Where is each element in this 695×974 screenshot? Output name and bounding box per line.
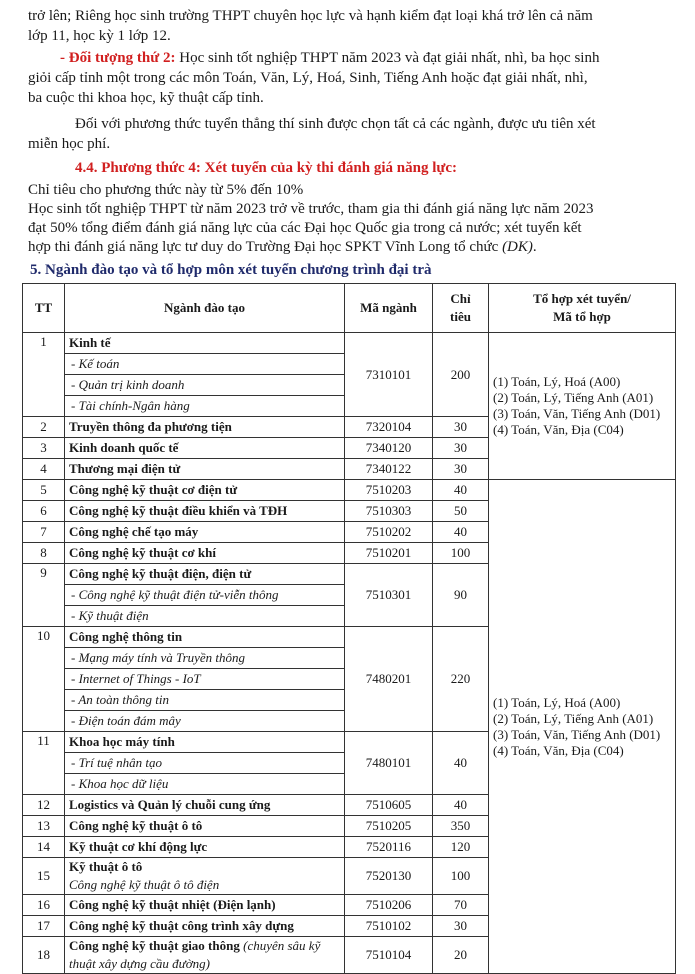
paragraph-text: . bbox=[532, 239, 537, 255]
major-code: 7480101 bbox=[345, 732, 433, 795]
combination-block-2 bbox=[489, 480, 676, 974]
major-name: Công nghệ kỹ thuật giao thông bbox=[69, 938, 240, 953]
major-code: 7310101 bbox=[345, 333, 433, 417]
row-number: 3 bbox=[23, 438, 65, 459]
quota: 30 bbox=[433, 417, 489, 438]
col-header-quota bbox=[433, 284, 489, 333]
combination-item: (3) Toán, Văn, Tiếng Anh (D01) bbox=[493, 406, 661, 421]
major-name: Công nghệ kỹ thuật công trình xây dựng bbox=[65, 916, 345, 937]
method-4-heading: 4.4. Phương thức 4: Xét tuyển của kỳ thi đánh giá năng lực: bbox=[75, 160, 458, 176]
quota: 200 bbox=[433, 333, 489, 417]
quota: 30 bbox=[433, 438, 489, 459]
sub-major: - Kỹ thuật điện bbox=[65, 606, 345, 627]
major-name: Công nghệ kỹ thuật cơ điện tử bbox=[65, 480, 345, 501]
major-code: 7510104 bbox=[345, 937, 433, 974]
major-code: 7510301 bbox=[345, 564, 433, 627]
quota: 20 bbox=[433, 937, 489, 974]
quota: 100 bbox=[433, 543, 489, 564]
sub-major: - Kế toán bbox=[65, 354, 345, 375]
row-number: 10 bbox=[23, 627, 65, 732]
combination-item: (4) Toán, Văn, Địa (C04) bbox=[493, 422, 624, 437]
row-number: 5 bbox=[23, 480, 65, 501]
paragraph-line: giỏi cấp tỉnh một trong các môn Toán, Văn, Lý, Hoá, Sinh, Tiếng Anh hoặc đạt giải nhất, nhì, bbox=[28, 70, 588, 86]
combination-item: (4) Toán, Văn, Địa (C04) bbox=[493, 742, 624, 758]
programs-table bbox=[22, 283, 676, 974]
major-code: 7520130 bbox=[345, 858, 433, 895]
paragraph-line: ba cuộc thi khoa học, kỹ thuật cấp tỉnh. bbox=[28, 90, 264, 106]
major-code: 7510102 bbox=[345, 916, 433, 937]
major-name: Kỹ thuật cơ khí động lực bbox=[65, 837, 345, 858]
major-code: 7340120 bbox=[345, 438, 433, 459]
major-code: 7510202 bbox=[345, 522, 433, 543]
paragraph-line: Chỉ tiêu cho phương thức này từ 5% đến 10% bbox=[28, 182, 304, 198]
col-header-major: Ngành đào tạo bbox=[65, 284, 345, 333]
row-number: 14 bbox=[23, 837, 65, 858]
quota: 90 bbox=[433, 564, 489, 627]
col-header-code: Mã ngành bbox=[345, 284, 433, 333]
row-number: 17 bbox=[23, 916, 65, 937]
sub-major: - Điện toán đám mây bbox=[65, 711, 345, 732]
major-name: Công nghệ thông tin bbox=[65, 627, 345, 648]
sub-major: - Khoa học dữ liệu bbox=[65, 774, 345, 795]
table-row bbox=[23, 333, 676, 354]
section-5-heading: 5. Ngành đào tạo và tổ hợp môn xét tuyển chương trình đại trà bbox=[30, 262, 432, 278]
major-code: 7340122 bbox=[345, 459, 433, 480]
major-name-cell bbox=[65, 858, 345, 895]
quota: 30 bbox=[433, 916, 489, 937]
table-row bbox=[23, 480, 676, 501]
paragraph-line: lớp 11, học kỳ 1 lớp 12. bbox=[28, 28, 171, 44]
row-number: 16 bbox=[23, 895, 65, 916]
quota: 70 bbox=[433, 895, 489, 916]
sub-major: - Công nghệ kỹ thuật điện tử-viễn thông bbox=[65, 585, 345, 606]
quota: 350 bbox=[433, 816, 489, 837]
paragraph-text: hợp thi đánh giá năng lực tư duy do Trường Đại học SPKT Vĩnh Long tổ chức bbox=[28, 239, 503, 255]
table-header-row bbox=[23, 284, 676, 333]
sub-major: - Internet of Things - IoT bbox=[65, 669, 345, 690]
col-header-combos bbox=[489, 284, 676, 333]
row-number: 4 bbox=[23, 459, 65, 480]
major-code: 7510203 bbox=[345, 480, 433, 501]
row-number: 7 bbox=[23, 522, 65, 543]
quota: 40 bbox=[433, 795, 489, 816]
quota: 50 bbox=[433, 501, 489, 522]
col-header-tt: TT bbox=[23, 284, 65, 333]
combination-item: (1) Toán, Lý, Hoá (A00) bbox=[493, 374, 621, 389]
major-name: Công nghệ kỹ thuật điều khiển và TĐH bbox=[65, 501, 345, 522]
major-name: Logistics và Quản lý chuỗi cung ứng bbox=[65, 795, 345, 816]
major-name: Thương mại điện tử bbox=[65, 459, 345, 480]
major-name: Công nghệ kỹ thuật cơ khí bbox=[65, 543, 345, 564]
header-line: Chỉ bbox=[450, 291, 471, 306]
combination-item: (2) Toán, Lý, Tiếng Anh (A01) bbox=[493, 390, 654, 405]
quota: 100 bbox=[433, 858, 489, 895]
subject-2-line bbox=[60, 48, 685, 68]
paragraph-line: Đối với phương thức tuyển thẳng thí sinh được chọn tất cả các ngành, được ưu tiên xét bbox=[75, 116, 596, 132]
major-code: 7510201 bbox=[345, 543, 433, 564]
row-number: 6 bbox=[23, 501, 65, 522]
quota: 30 bbox=[433, 459, 489, 480]
quota: 120 bbox=[433, 837, 489, 858]
major-name: Truyền thông đa phương tiện bbox=[65, 417, 345, 438]
row-number: 18 bbox=[23, 937, 65, 974]
row-number: 15 bbox=[23, 858, 65, 895]
combination-item: (2) Toán, Lý, Tiếng Anh (A01) bbox=[493, 710, 654, 726]
major-code: 7320104 bbox=[345, 417, 433, 438]
major-name: Công nghệ kỹ thuật nhiệt (Điện lạnh) bbox=[65, 895, 345, 916]
combination-item: (3) Toán, Văn, Tiếng Anh (D01) bbox=[493, 726, 661, 742]
major-note: Công nghệ kỹ thuật ô tô điện bbox=[69, 877, 220, 892]
major-name: Công nghệ kỹ thuật điện, điện tử bbox=[65, 564, 345, 585]
major-code: 7510206 bbox=[345, 895, 433, 916]
quota: 220 bbox=[433, 627, 489, 732]
paragraph-text: Học sinh tốt nghiệp THPT năm 2023 và đạt giải nhất, nhì, ba học sinh bbox=[179, 50, 600, 66]
subject-2-label: - Đối tượng thứ 2: bbox=[60, 50, 180, 66]
row-number: 12 bbox=[23, 795, 65, 816]
paragraph-line: trở lên; Riêng học sinh trường THPT chuyên học lực và hạnh kiểm đạt loại khá trở lên cả năm bbox=[28, 8, 593, 24]
row-number: 9 bbox=[23, 564, 65, 627]
major-code: 7510205 bbox=[345, 816, 433, 837]
row-number: 2 bbox=[23, 417, 65, 438]
quota: 40 bbox=[433, 480, 489, 501]
major-code: 7510605 bbox=[345, 795, 433, 816]
header-line: Tổ hợp xét tuyển/ bbox=[533, 291, 631, 306]
major-name: Công nghệ kỹ thuật ô tô bbox=[65, 816, 345, 837]
sub-major: - Quản trị kinh doanh bbox=[65, 375, 345, 396]
paragraph-line: Học sinh tốt nghiệp THPT từ năm 2023 trở về trước, tham gia thi đánh giá năng lực năm 2023 bbox=[28, 201, 594, 217]
row-number: 13 bbox=[23, 816, 65, 837]
header-line: Mã tổ hợp bbox=[553, 309, 611, 324]
paragraph-line: miễn học phí. bbox=[28, 136, 111, 152]
major-code: 7510303 bbox=[345, 501, 433, 522]
paragraph-line bbox=[28, 237, 653, 257]
paragraph-italic: (DK) bbox=[502, 239, 533, 255]
sub-major: - Trí tuệ nhân tạo bbox=[65, 753, 345, 774]
major-name: Kinh doanh quốc tế bbox=[65, 438, 345, 459]
quota: 40 bbox=[433, 732, 489, 795]
sub-major: - Tài chính-Ngân hàng bbox=[65, 396, 345, 417]
paragraph-line: đạt 50% tổng điểm đánh giá năng lực của các Đại học Quốc gia trong cả nước; xét tuyển kết bbox=[28, 220, 582, 236]
sub-major: - An toàn thông tin bbox=[65, 690, 345, 711]
quota: 40 bbox=[433, 522, 489, 543]
major-name: Công nghệ chế tạo máy bbox=[65, 522, 345, 543]
combination-block-1 bbox=[489, 333, 676, 480]
row-number: 1 bbox=[23, 333, 65, 417]
major-code: 7480201 bbox=[345, 627, 433, 732]
major-name: Kỹ thuật ô tô bbox=[69, 859, 143, 874]
row-number: 8 bbox=[23, 543, 65, 564]
major-code: 7520116 bbox=[345, 837, 433, 858]
header-line: tiêu bbox=[450, 309, 471, 324]
major-name: Khoa học máy tính bbox=[65, 732, 345, 753]
sub-major: - Mạng máy tính và Truyền thông bbox=[65, 648, 345, 669]
major-note: (chuyên sâu kỹ thuật xây dựng cầu đường) bbox=[69, 938, 321, 971]
row-number: 11 bbox=[23, 732, 65, 795]
major-name: Kinh tế bbox=[65, 333, 345, 354]
combination-item: (1) Toán, Lý, Hoá (A00) bbox=[493, 694, 621, 710]
